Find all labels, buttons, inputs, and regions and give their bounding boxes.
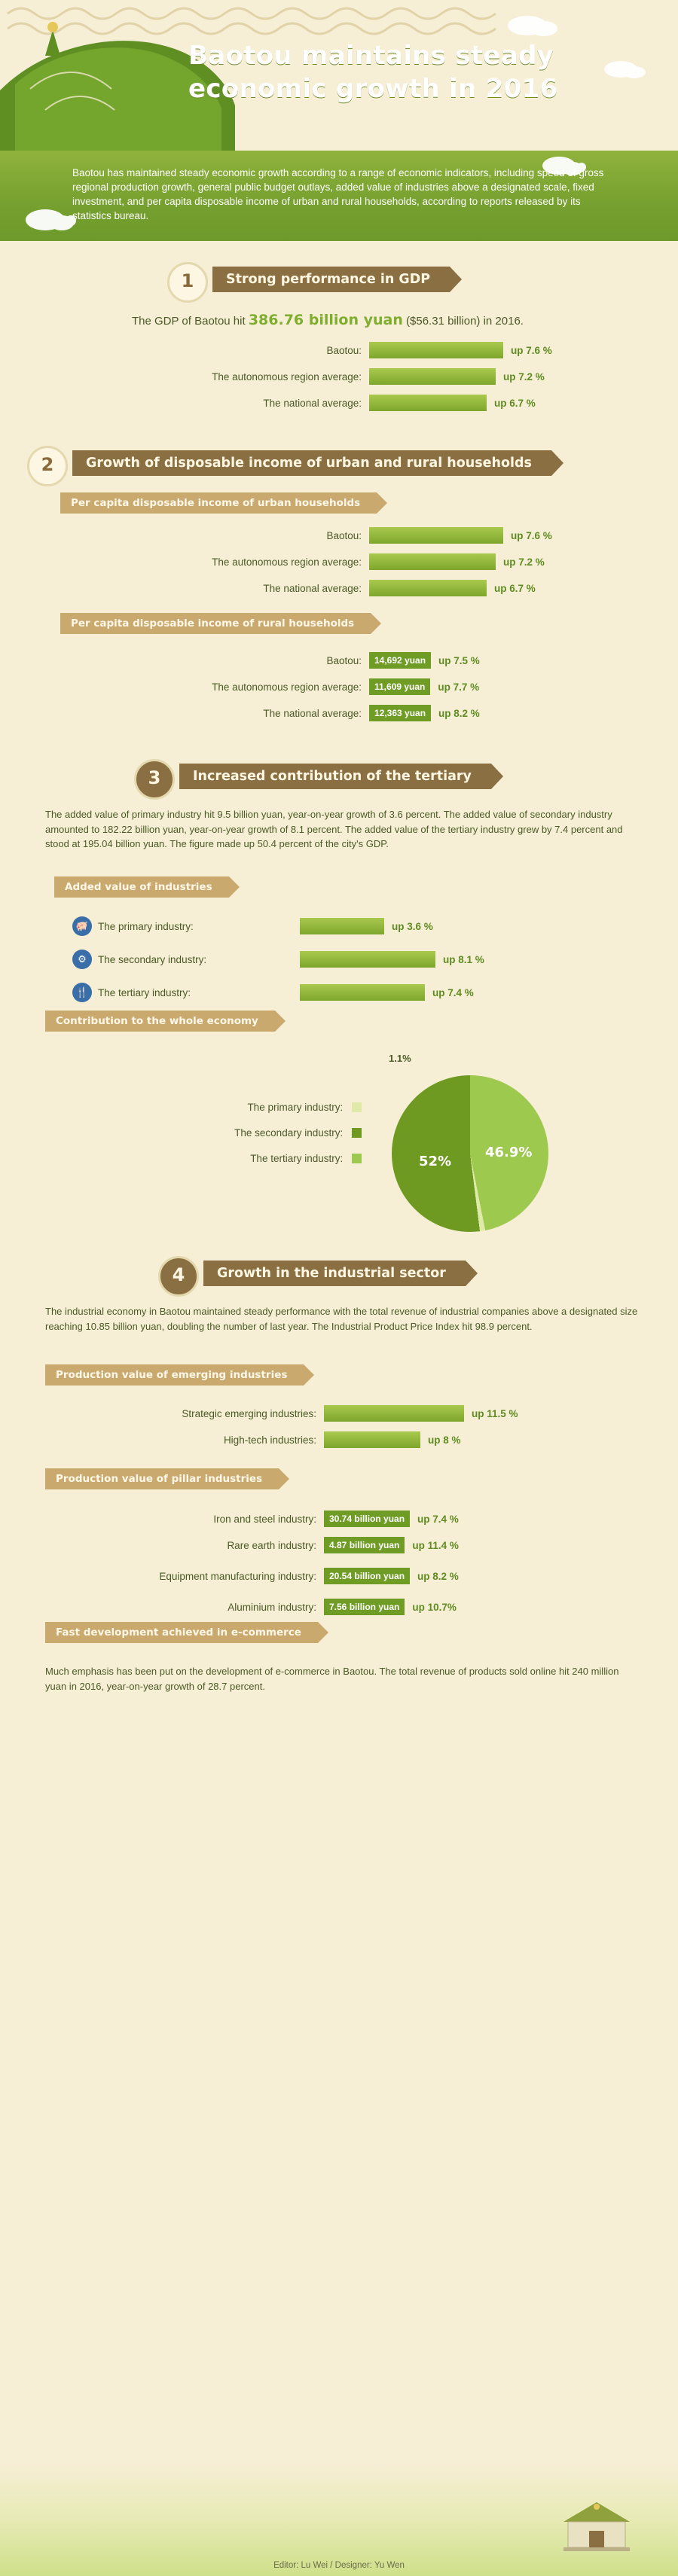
- legend-label-tertiary: The tertiary industry:: [250, 1153, 344, 1164]
- pillar-row-1-chip: 30.74 billion yuan: [324, 1511, 410, 1527]
- urban-row-3-label: The national average:: [263, 582, 362, 594]
- ecommerce-paragraph: Much emphasis has been put on the development of e-commerce in Baotou. The total revenue of products sold online hit 240 million yuan in 2016, year-on-year growth of 28.7 percent.: [45, 1666, 619, 1692]
- urban-row-1-bar: [369, 527, 503, 544]
- urban-row-2-value: up 7.2 %: [503, 556, 545, 568]
- section-2-heading: [27, 444, 660, 486]
- legend-item-tertiary: [136, 1146, 362, 1172]
- pillar-row-4-value: up 10.7%: [412, 1601, 457, 1613]
- title-line-1: Baotou maintains steady: [188, 41, 554, 71]
- rural-row-1-chip: 14,692 yuan: [369, 652, 431, 669]
- gdp-row-3-value: up 6.7 %: [494, 397, 536, 409]
- section-3-number: 3: [134, 759, 175, 800]
- gdp-row-1-bar: [369, 342, 503, 358]
- industry-row-primary-label: The primary industry:: [98, 920, 194, 932]
- pillar-tab: Production value of pillar industries: [45, 1468, 279, 1489]
- gdp-row-3-label: The national average:: [263, 397, 362, 409]
- rural-row-1: [45, 651, 678, 670]
- pig-icon: 🐖: [72, 916, 92, 936]
- industry-row-tertiary-label: The tertiary industry:: [98, 986, 191, 998]
- section-1-title: Strong performance in GDP: [212, 267, 450, 292]
- emerging-row-1: [45, 1404, 678, 1423]
- rural-row-3-chip: 12,363 yuan: [369, 705, 431, 721]
- legend-item-secondary: [136, 1120, 362, 1146]
- industry-row-secondary: [72, 947, 678, 971]
- pillar-row-3-chip: 20.54 billion yuan: [324, 1568, 410, 1584]
- urban-row-1-label: Baotou:: [326, 529, 362, 541]
- gdp-lead-pre: The GDP of Baotou hit: [132, 315, 249, 328]
- industry-row-tertiary: [72, 980, 678, 1004]
- industry-row-primary: [72, 914, 678, 938]
- gdp-row-2-label: The autonomous region average:: [212, 370, 362, 383]
- gdp-row-1-label: Baotou:: [326, 344, 362, 356]
- gdp-row-3: [45, 393, 678, 413]
- gdp-lead-post: ($56.31 billion) in 2016.: [402, 315, 524, 328]
- emerging-tab: Production value of emerging industries: [45, 1364, 304, 1386]
- legend-swatch-secondary: [352, 1128, 362, 1138]
- industry-row-primary-value: up 3.6 %: [392, 920, 433, 932]
- legend-item-primary: [136, 1095, 362, 1120]
- urban-row-3-value: up 6.7 %: [494, 582, 536, 594]
- emerging-row-2-bar: [324, 1431, 420, 1448]
- section-4-title: Growth in the industrial sector: [203, 1261, 466, 1286]
- emerging-bar-chart: [0, 1404, 678, 1468]
- rural-row-3-value: up 8.2 %: [438, 707, 480, 719]
- intro-band: [0, 151, 678, 241]
- emerging-row-1-value: up 11.5 %: [472, 1407, 518, 1419]
- contribution-tab: Contribution to the whole economy: [45, 1011, 275, 1032]
- section-2-number: 2: [27, 446, 68, 486]
- emerging-row-2: [45, 1430, 678, 1450]
- section-3-title: Increased contribution of the tertiary: [179, 764, 491, 789]
- pillar-row-1-label: Iron and steel industry:: [213, 1513, 316, 1525]
- gdp-row-1: [45, 340, 678, 360]
- industry-row-tertiary-value: up 7.4 %: [432, 986, 474, 998]
- urban-row-1: [45, 526, 678, 545]
- gdp-row-3-bar: [369, 395, 487, 411]
- industrial-paragraph: The industrial economy in Baotou maintained steady performance with the total revenue of industrial companies above a designated size reaching 10.85 billion yuan, doubling the number of last year. The Industrial Product Price Index hit 98.9 percent.: [45, 1306, 638, 1332]
- pillar-bar-chart: [0, 1509, 678, 1622]
- header: [0, 0, 678, 151]
- section-1-heading: [167, 261, 514, 303]
- rural-row-2-label: The autonomous region average:: [212, 681, 362, 693]
- credit-line: Editor: Lu Wei / Designer: Yu Wen: [273, 2561, 405, 2570]
- legend-swatch-tertiary: [352, 1154, 362, 1163]
- urban-tab: Per capita disposable income of urban households: [60, 492, 377, 514]
- pillar-row-4-label: Aluminium industry:: [228, 1601, 316, 1613]
- pillar-row-1-value: up 7.4 %: [417, 1513, 459, 1525]
- gdp-lead-number: 386.76 billion yuan: [248, 312, 403, 328]
- industry-row-tertiary-bar: [300, 984, 425, 1001]
- urban-row-2: [45, 552, 678, 572]
- rural-row-2-chip: 11,609 yuan: [369, 678, 430, 695]
- pillar-row-4-chip: 7.56 billion yuan: [324, 1599, 405, 1615]
- pillar-row-3-value: up 8.2 %: [417, 1570, 459, 1582]
- rural-row-2-value: up 7.7 %: [438, 681, 480, 693]
- intro-text: Baotou has maintained steady economic growth according to a range of economic indicators, including speed of gross regional production growth, general public budget outlays, added value of industries above a designated scale, fixed investment, and per capita disposable income of urban and rural households, according to reports released by its statistics bureau.: [72, 167, 604, 221]
- pie-label-secondary: 52%: [419, 1154, 452, 1169]
- pillar-row-2-label: Rare earth industry:: [227, 1539, 316, 1551]
- gdp-bar-chart: [0, 340, 678, 428]
- pillar-row-2-value: up 11.4 %: [412, 1539, 459, 1551]
- section-2-title: Growth of disposable income of urban and rural households: [72, 450, 551, 476]
- section-1-number: 1: [167, 262, 208, 303]
- gdp-row-2-bar: [369, 368, 496, 385]
- ecommerce-tab: Fast development achieved in e-commerce: [45, 1622, 318, 1643]
- contribution-pie-block: [0, 1048, 678, 1236]
- urban-row-2-bar: [369, 553, 496, 570]
- pillar-row-3-label: Equipment manufacturing industry:: [159, 1570, 316, 1582]
- urban-row-2-label: The autonomous region average:: [212, 556, 362, 568]
- rural-tab: Per capita disposable income of rural households: [60, 613, 371, 634]
- emerging-row-2-value: up 8 %: [428, 1434, 461, 1446]
- pillar-row-4: [45, 1597, 678, 1617]
- legend-swatch-primary: [352, 1102, 362, 1112]
- gdp-lead: [132, 312, 524, 328]
- pillar-row-2: [45, 1535, 678, 1555]
- rural-row-1-value: up 7.5 %: [438, 654, 480, 666]
- industry-row-primary-bar: [300, 918, 384, 934]
- urban-row-3: [45, 578, 678, 598]
- rural-row-3: [45, 703, 678, 723]
- section-3-heading: [134, 758, 556, 800]
- rural-bar-chart: [0, 651, 678, 738]
- rural-row-3-label: The national average:: [263, 707, 362, 719]
- pillar-row-1: [45, 1509, 678, 1529]
- page-title: [188, 39, 655, 105]
- cutlery-icon: 🍴: [72, 983, 92, 1002]
- emerging-row-2-label: High-tech industries:: [223, 1434, 316, 1446]
- legend-label-primary: The primary industry:: [247, 1102, 344, 1113]
- pie-label-tertiary: 46.9%: [485, 1145, 533, 1160]
- added-value-tab: Added value of industries: [54, 876, 229, 898]
- gdp-row-2-value: up 7.2 %: [503, 370, 545, 383]
- industry-row-secondary-value: up 8.1 %: [443, 953, 484, 965]
- emerging-row-1-bar: [324, 1405, 464, 1422]
- footer: [0, 2463, 678, 2576]
- gdp-row-1-value: up 7.6 %: [511, 344, 552, 356]
- title-line-2: economic growth in 2016: [188, 74, 558, 104]
- gdp-row-2: [45, 367, 678, 386]
- yurt-icon: [560, 2499, 633, 2555]
- emerging-row-1-label: Strategic emerging industries:: [182, 1407, 316, 1419]
- urban-row-3-bar: [369, 580, 487, 596]
- industry-row-secondary-label: The secondary industry:: [98, 953, 207, 965]
- urban-bar-chart: [0, 526, 678, 613]
- section-4-number: 4: [158, 1256, 199, 1297]
- pie-label-primary: 1.1%: [389, 1053, 411, 1064]
- pillar-row-2-chip: 4.87 billion yuan: [324, 1537, 405, 1553]
- industry-row-secondary-bar: [300, 951, 435, 968]
- urban-row-1-value: up 7.6 %: [511, 529, 552, 541]
- rural-row-1-label: Baotou:: [326, 654, 362, 666]
- rural-row-2: [45, 677, 678, 697]
- factory-icon: ⚙: [72, 950, 92, 969]
- pillar-row-3: [45, 1562, 678, 1590]
- legend-label-secondary: The secondary industry:: [234, 1127, 344, 1139]
- section-4-heading: [158, 1254, 535, 1297]
- tertiary-paragraph: The added value of primary industry hit 9.5 billion yuan, year-on-year growth of 3.6 percent. The added value of secondary industry amounted to 182.22 billion yuan, year-on-year growth of 8.1 percent. The added value of the tertiary industry grew by 7.4 percent and stood at 195.04 billion yuan. The figure made up 50.4 percent of the city's GDP.: [45, 809, 623, 849]
- added-value-chart: [0, 914, 678, 1011]
